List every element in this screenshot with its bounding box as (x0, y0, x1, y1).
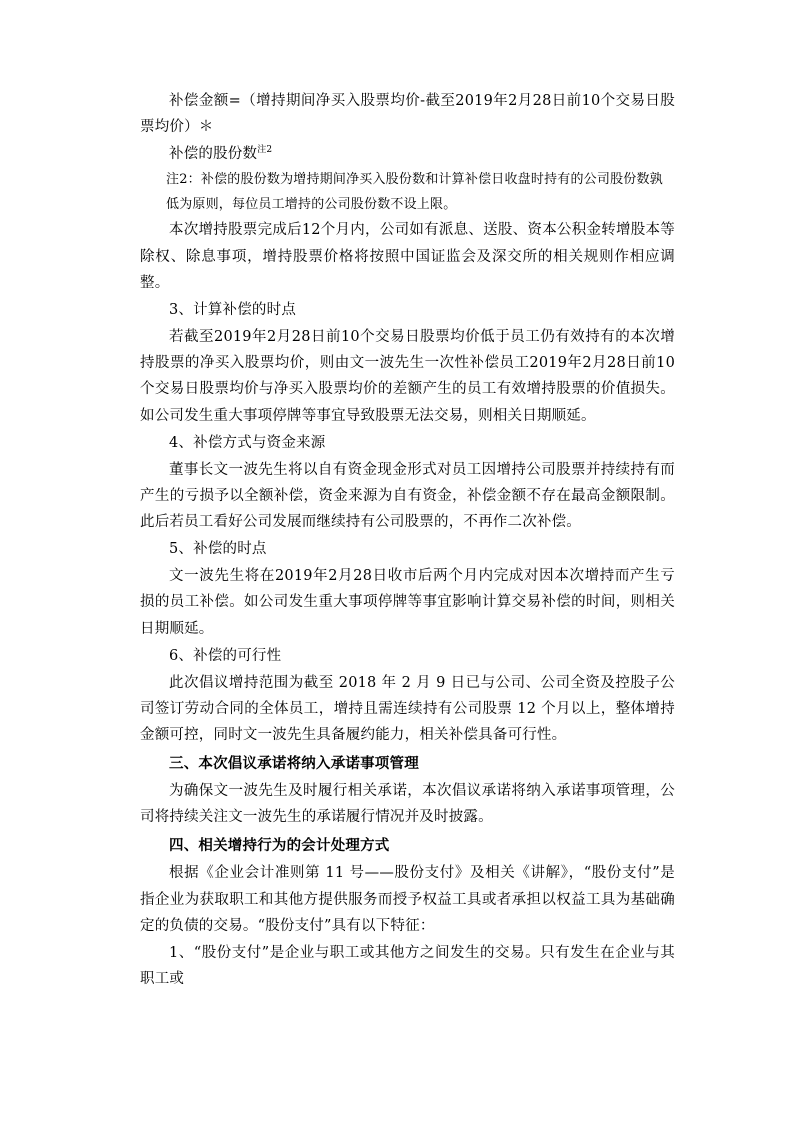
formula-shares-text: 补偿的股份数 (169, 146, 258, 163)
section-4-heading: 四、相关增持行为的会计处理方式 (169, 836, 390, 854)
item-3-body: 若截至2019年2月28日前10个交易日股票均价低于员工仍有效持有的本次增持股票的净买入股票均价，则由文一波先生一次性补偿员工2019年2月28日前10个交易日股票均价与净买入股票均价的差额产生的员工有效增持股票的价值损失。如公司发生重大事项停牌等事宜导致股票无法交易，则相关日期顺延。 (140, 328, 675, 424)
item-5-title: 5、补偿的时点 (169, 541, 267, 558)
section-3-heading: 三、本次倡议承诺将纳入承诺事项管理 (169, 754, 419, 772)
paragraph-price-adjustment: 本次增持股票完成后12个月内，公司如有派息、送股、资本公积金转增股本等除权、除息事项，增持股票价格将按照中国证监会及深交所的相关规则作相应调整。 (140, 222, 675, 291)
item-4-title: 4、补偿方式与资金来源 (169, 434, 326, 451)
document-body (140, 88, 675, 993)
item-5-body: 文一波先生将在2019年2月28日收市后两个月内完成对因本次增持而产生亏损的员工补偿。如公司发生重大事项停牌等事宜影响计算交易补偿的时间，则相关日期顺延。 (140, 568, 675, 637)
compensation-formula-line-1: 补偿金额=（增持期间净买入股票均价-截至2019年2月28日前10个交易日股票均价）＊ (140, 93, 675, 136)
footnote-marker-note2: 注2 (257, 145, 273, 156)
section-4-item-1: 1、“股份支付”是企业与职工或其他方之间发生的交易。只有发生在企业与其职工或 (140, 944, 675, 988)
item-6-title: 6、补偿的可行性 (169, 647, 282, 664)
note-2-line-2: 低为原则，每位员工增持的公司股份数不设上限。 (166, 196, 457, 212)
section-4-body: 根据《企业会计准则第 11 号——股份支付》及相关《讲解》，“股份支付”是指企业为获取职工和其他方提供服务而授予权益工具或者承担以权益工具为基础确定的负债的交易。“股份支付”具有以下特征： (140, 865, 675, 934)
item-3-title: 3、计算补偿的时点 (169, 301, 297, 318)
section-3-body: 为确保文一波先生及时履行相关承诺，本次倡议承诺将纳入承诺事项管理，公司将持续关注文一波先生的承诺履行情况并及时披露。 (140, 783, 675, 826)
item-4-body: 董事长文一波先生将以自有资金现金形式对员工因增持公司股票并持续持有而产生的亏损予以全额补偿，资金来源为自有资金，补偿金额不存在最高金额限制。此后若员工看好公司发展而继续持有公司股票的，不再作二次补偿。 (140, 461, 675, 531)
compensation-formula-line-2 (140, 141, 675, 167)
note-2-line-1: 注2：补偿的股份数为增持期间净买入股份数和计算补偿日收盘时持有的公司股份数孰 (166, 172, 663, 188)
item-6-body: 此次倡议增持范围为截至 2018 年 2 月 9 日已与公司、公司全资及控股子公司签订劳动合同的全体员工，增持且需连续持有公司股票 12 个月以上，整体增持金额可控，同时文一波先生具备履约能力，相关补偿具备可行性。 (140, 674, 675, 744)
